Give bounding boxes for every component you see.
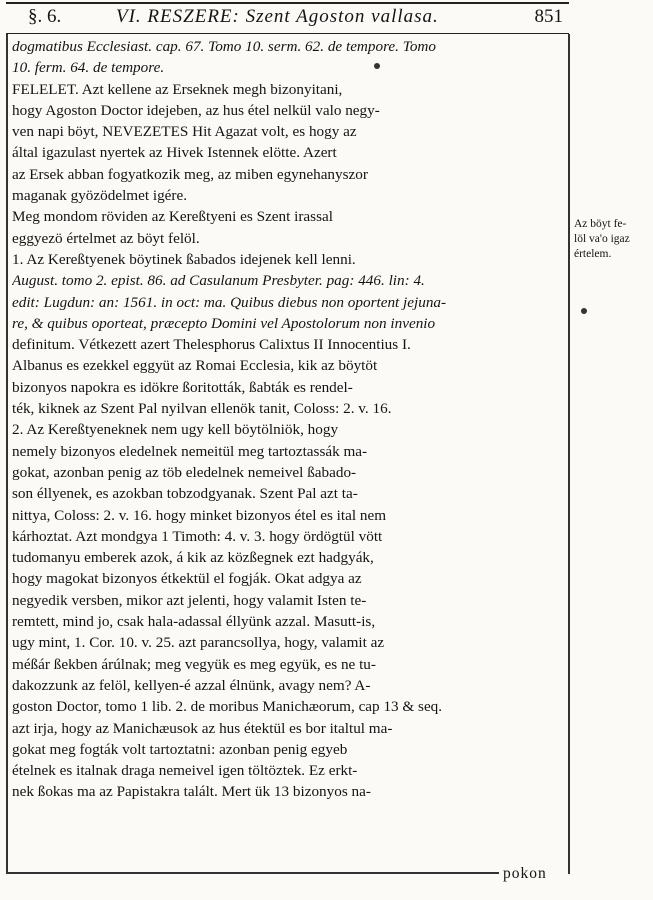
text-line: nek ßokas ma az Papistakra talált. Mert ük 13 bizonyos na- [12, 783, 371, 801]
text-line: remtett, mind jo, csak hala-adassal éllyünk azzal. Masutt-is, [12, 613, 376, 631]
frame-bottom-rule [6, 872, 499, 874]
margin-note-line: értelem. [574, 248, 612, 260]
text-line: által igazulast nyertek az Hivek Istennek elötte. Azert [12, 144, 337, 162]
text-line: 1. Az Kereßtyenek böytinek ßabados idejenek kell lenni. [12, 250, 356, 268]
text-line: definitum. Vétkezett azert Thelesphorus Calixtus II Innocentius I. [12, 336, 411, 354]
text-line: ték, kiknek az Szent Pal nyilvan ellenök tanit, Coloss: 2. v. 16. [12, 400, 392, 418]
running-header [6, 2, 569, 34]
text-line: azt irja, hogy az Manichæusok az hus étektül es bor italtul ma- [12, 719, 393, 737]
text-line: bizonyos napokra es idökre ßoritották, ßabták es rendel- [12, 378, 353, 396]
text-line: maganak gyözödelmet igére. [12, 187, 188, 205]
text-line: re, & quibus oporteat, præcepto Domini vel Apostolorum non invenio [12, 314, 436, 332]
margin-note [574, 217, 650, 262]
text-line: ven napi böyt, NEVEZETES Hit Agazat volt, es hogy az [12, 123, 357, 141]
text-line: FELELET. Azt kellene az Erseknek megh bizonyitani, [12, 80, 343, 98]
margin-note-line: löl va'o igaz [574, 233, 630, 245]
text-line: hogy magokat bizonyos étkektül el fogják. Okat adgya az [12, 570, 362, 588]
text-line: dakozzunk az felöl, kellyen-é azzal élnünk, avagy nem? A- [12, 676, 371, 694]
text-line: Albanus es ezekkel eggyüt az Romai Ecclesia, kik az böytöt [12, 357, 378, 375]
text-line: ételnek es italnak draga nemeivel igen töltöztek. Ez erkt- [12, 762, 358, 780]
text-line: méßár ßekben árúlnak; meg vegyük es meg együk, es ne tu- [12, 655, 376, 673]
text-line: son éllyenek, es azokban tobzodgyanak. Szent Pal azt ta- [12, 485, 358, 503]
text-line: gokat meg fogták volt tartoztatni: azonban penig egyeb [12, 740, 348, 758]
ink-speck [581, 308, 587, 314]
text-line: August. tomo 2. epist. 86. ad Casulanum Presbyter. pag: 446. lin: 4. [12, 272, 425, 290]
frame-right-rule [568, 34, 570, 874]
text-line: 2. Az Kereßtyeneknek nem ugy kell böytölniök, hogy [12, 421, 339, 439]
text-line: nemely bizonyos eledelnek nemeitül meg tartoztassák ma- [12, 442, 368, 460]
ink-speck [374, 63, 380, 69]
text-line: tudomanyu emberek azok, á kik az közßegnek ezt hadgyák, [12, 549, 374, 567]
text-line: 10. ferm. 64. de tempore. [12, 59, 165, 77]
text-line: hogy Agoston Doctor idejeben, az hus étel nelkül valo negy- [12, 101, 380, 119]
section-number: §. 6. [28, 6, 62, 27]
text-line: ugy mint, 1. Cor. 10. v. 25. azt parancsollya, hogy, valamit az [12, 634, 385, 652]
running-title: VI. RESZERE: Szent Agoston vallasa. [116, 6, 439, 27]
text-line: az Ersek abban fogyatkozik meg, az miben egynehanyszor [12, 165, 368, 183]
text-line: nittya, Coloss: 2. v. 16. hogy minket bizonyos étel es ital nem [12, 506, 387, 524]
text-line: negyedik versben, mikor azt jelenti, hogy valamit Isten te- [12, 591, 367, 609]
margin-note-line: Az böyt fe- [574, 218, 627, 230]
text-line: dogmatibus Ecclesiast. cap. 67. Tomo 10. serm. 62. de tempore. Tomo [12, 38, 436, 55]
text-line: goston Doctor, tomo 1 lib. 2. de moribus Manichæorum, cap 13 & seq. [12, 698, 443, 716]
text-line: kárhoztat. Azt mondgya 1 Timoth: 4. v. 3. hogy ördögtül vött [12, 527, 383, 545]
text-line: edit: Lugdun: an: 1561. in oct: ma. Quibus diebus non oportent jejuna- [12, 293, 447, 311]
text-line: eggyezö értelmet az böyt felöl. [12, 229, 200, 247]
catchword: pokon [503, 865, 547, 882]
text-line: Meg mondom röviden az Kereßtyeni es Szent irassal [12, 208, 333, 226]
page-number: 851 [534, 6, 563, 27]
frame-left-rule [6, 34, 8, 874]
text-line: gokat, azonban penig az töb eledelnek nemeivel ßabado- [12, 463, 357, 481]
body-text [12, 36, 564, 803]
